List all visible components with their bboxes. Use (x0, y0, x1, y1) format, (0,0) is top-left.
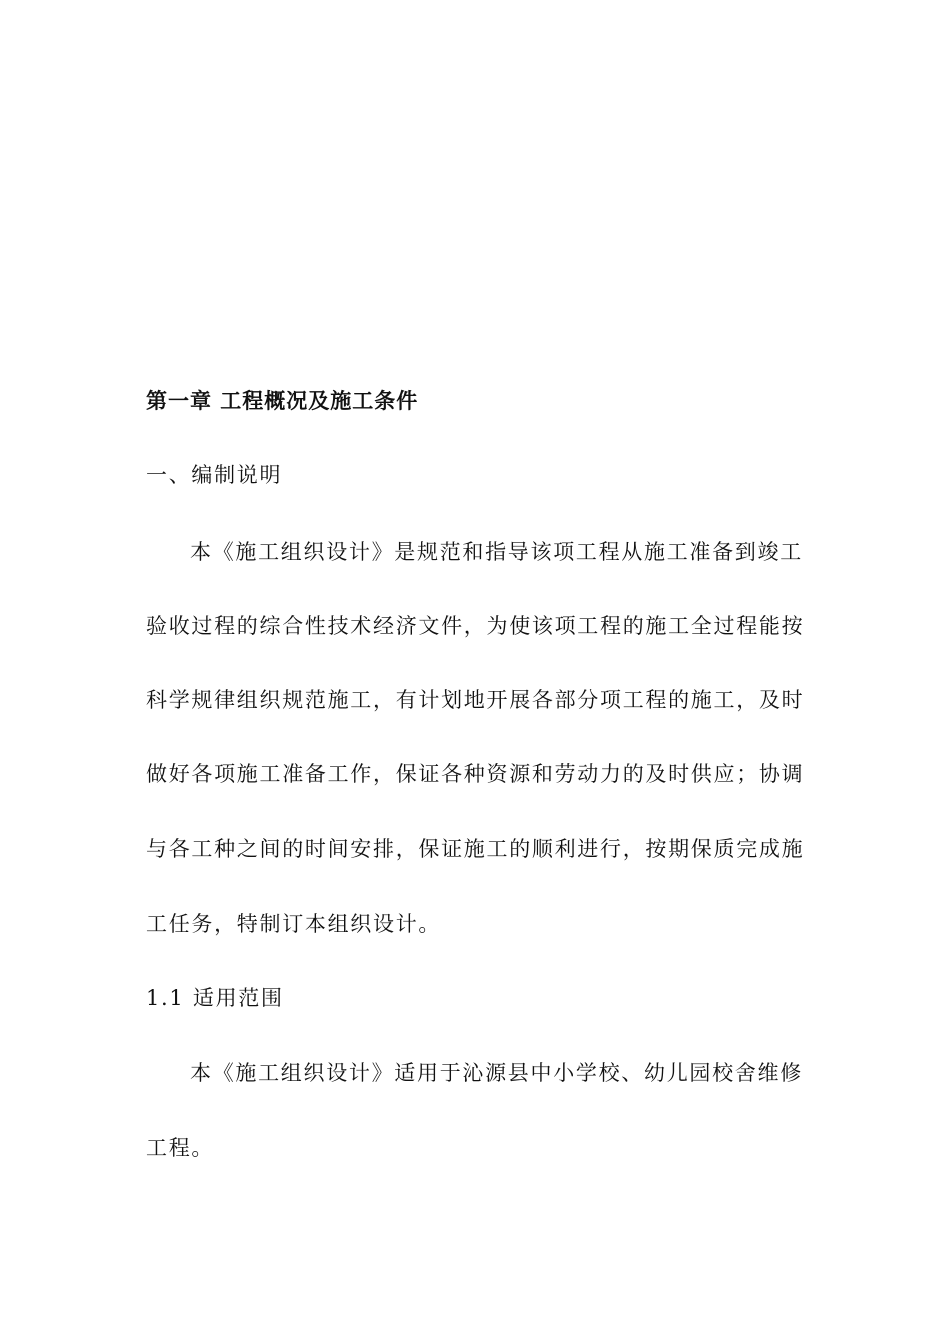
paragraph-line: 本《施工组织设计》适用于沁源县中小学校、幼儿园校舍维修 (190, 1061, 803, 1085)
paragraph-line: 验收过程的综合性技术经济文件，为使该项工程的施工全过程能按 (146, 614, 805, 638)
paragraph-line: 做好各项施工准备工作，保证各种资源和劳动力的及时供应；协调 (146, 762, 805, 786)
paragraph-line: 与各工种之间的时间安排，保证施工的顺利进行，按期保质完成施 (146, 837, 805, 861)
section-heading-scope: 1.1 适用范围 (146, 986, 284, 1010)
paragraph-line: 科学规律组织规范施工，有计划地开展各部分项工程的施工，及时 (146, 688, 805, 712)
chapter-title: 第一章 工程概况及施工条件 (146, 388, 419, 413)
paragraph-line: 本《施工组织设计》是规范和指导该项工程从施工准备到竣工 (190, 540, 803, 564)
paragraph-line: 工程。 (146, 1136, 215, 1160)
paragraph-line: 工任务，特制订本组织设计。 (146, 912, 442, 936)
section-heading-compilation-notes: 一、编制说明 (146, 463, 283, 487)
